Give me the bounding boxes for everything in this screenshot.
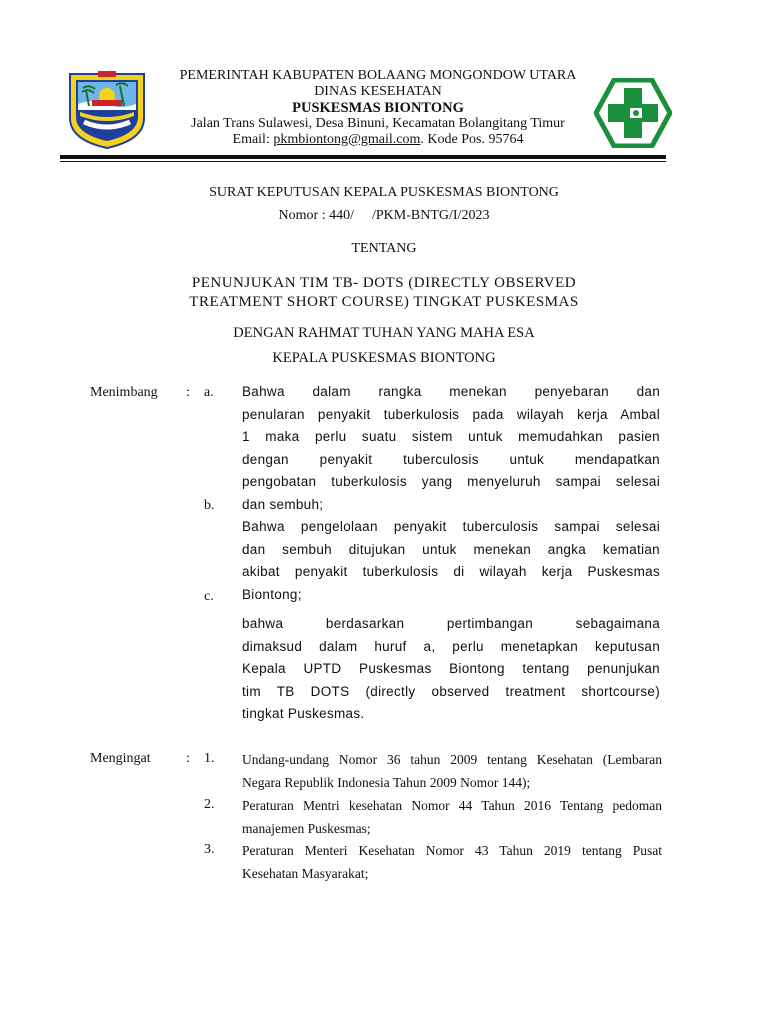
mengingat-marker-1: 1. bbox=[204, 751, 215, 766]
menimbang-line: tim TB DOTS (directly observed treatment shortcourse) bbox=[242, 683, 660, 699]
letterhead-rule-thin bbox=[60, 161, 666, 162]
menimbang-line: 1 maka perlu suatu sistem untuk memudahkan pasien bbox=[242, 429, 660, 444]
mengingat-line: manajemen Puskesmas; bbox=[242, 821, 371, 836]
email-label: Email: bbox=[232, 132, 274, 147]
mengingat-line: Peraturan Menteri Kesehatan Nomor 43 Tahun 2019 tentang Pusat bbox=[242, 843, 662, 858]
menimbang-line: dengan penyakit tuberculosis untuk mendapatkan bbox=[242, 451, 660, 467]
menimbang-line: Biontong; bbox=[242, 586, 302, 602]
decree-number bbox=[100, 208, 668, 224]
decree-subject bbox=[100, 274, 668, 312]
mengingat-marker-3: 3. bbox=[204, 842, 215, 857]
menimbang-line: Kepala UPTD Puskesmas Biontong tentang penunjukan bbox=[242, 661, 660, 676]
mengingat-line: Negara Republik Indonesia Tahun 2009 Nomor 144); bbox=[242, 775, 531, 790]
menimbang-line: dan sembuh ditujukan untuk menekan angka kematian bbox=[242, 541, 660, 557]
letterhead bbox=[148, 68, 608, 148]
menimbang-line: tingkat Puskesmas. bbox=[242, 706, 365, 721]
menimbang-line: Bahwa pengelolaan penyakit tuberculosis sampai selesai bbox=[242, 519, 660, 534]
menimbang-line: dan sembuh; bbox=[242, 496, 324, 512]
mengingat-marker-2: 2. bbox=[204, 797, 215, 812]
menimbang-line: Bahwa dalam rangka menekan penyebaran dan bbox=[242, 384, 660, 399]
mengingat-colon: : bbox=[186, 751, 190, 766]
menimbang-label: Menimbang bbox=[90, 385, 158, 400]
regency-emblem-icon bbox=[64, 70, 150, 150]
puskesmas-logo-icon bbox=[594, 78, 672, 148]
decree-about: TENTANG bbox=[351, 241, 417, 256]
decree-subject-line-2: TREATMENT SHORT COURSE) TINGKAT PUSKESMAS bbox=[189, 294, 579, 310]
letterhead-government: PEMERINTAH KABUPATEN BOLAANG MONGONDOW UTARA bbox=[179, 68, 577, 83]
menimbang-colon: : bbox=[186, 385, 190, 400]
mengingat-item-3 bbox=[242, 839, 662, 885]
mengingat-line: Kesehatan Masyarakat; bbox=[242, 866, 369, 881]
menimbang-line: dimaksud dalam huruf a, perlu menetapkan keputusan bbox=[242, 638, 660, 654]
mengingat-line: Peraturan Mentri kesehatan Nomor 44 Tahun 2016 Tentang pedoman bbox=[242, 798, 662, 813]
decree-number-suffix: /PKM-BNTG/I/2023 bbox=[372, 208, 490, 223]
email-link[interactable]: pkmbiontong@gmail.com bbox=[273, 132, 421, 147]
menimbang-text-a-b bbox=[242, 381, 660, 606]
menimbang-line: akibat penyakit tuberkulosis di wilayah kerja Puskesmas bbox=[242, 564, 660, 579]
menimbang-marker-b: b. bbox=[204, 498, 215, 513]
letterhead-address: Jalan Trans Sulawesi, Desa Binuni, Kecamatan Bolangitang Timur bbox=[191, 116, 565, 131]
letterhead-clinic: PUSKESMAS BIONTONG bbox=[292, 100, 464, 116]
decree-title: SURAT KEPUTUSAN KEPALA PUSKESMAS BIONTONG bbox=[209, 185, 559, 200]
letterhead-contact bbox=[148, 132, 608, 148]
mengingat-item-1 bbox=[242, 748, 662, 794]
menimbang-marker-a: a. bbox=[204, 385, 214, 400]
mengingat-line: Undang-undang Nomor 36 tahun 2009 tentang Kesehatan (Lembaran bbox=[242, 752, 662, 767]
letterhead-rule-thick bbox=[60, 155, 666, 159]
decree-subject-line-1: PENUNJUKAN TIM TB- DOTS (DIRECTLY OBSERVED bbox=[191, 275, 577, 291]
decree-number-prefix: Nomor : 440/ bbox=[278, 208, 354, 223]
menimbang-marker-c: c. bbox=[204, 589, 214, 604]
decree-head: KEPALA PUSKESMAS BIONTONG bbox=[272, 350, 496, 366]
menimbang-line: penularan penyakit tuberkulosis pada wilayah kerja Ambal bbox=[242, 406, 660, 422]
letterhead-agency: DINAS KESEHATAN bbox=[314, 84, 442, 99]
decree-blessing: DENGAN RAHMAT TUHAN YANG MAHA ESA bbox=[233, 325, 535, 341]
mengingat-label: Mengingat bbox=[90, 751, 151, 766]
mengingat-item-2 bbox=[242, 794, 662, 840]
menimbang-line: pengobatan tuberkulosis yang menyeluruh sampai selesai bbox=[242, 474, 660, 489]
menimbang-line: bahwa berdasarkan pertimbangan sebagaimana bbox=[242, 616, 660, 631]
menimbang-text-c bbox=[242, 613, 660, 726]
postal-code: . Kode Pos. 95764 bbox=[420, 132, 524, 147]
